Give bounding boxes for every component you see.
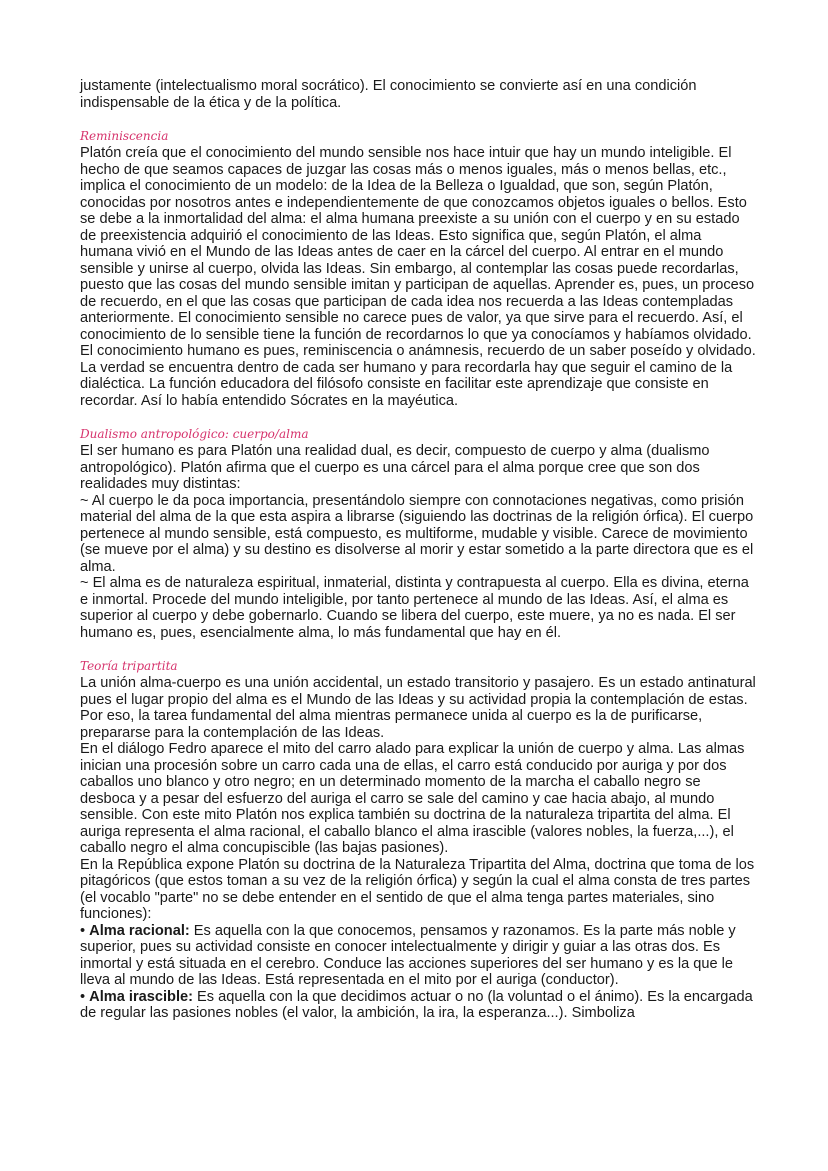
bullet-label: Alma racional: xyxy=(89,922,190,939)
paragraph: En el diálogo Fedro aparece el mito del carro alado para explicar la unión de cuerpo y alma. Las almas inician una procesión sobre un carro cada una de ellas, el carro está conducido por auriga y por dos caballos uno blanco y otro negro; en un determinado momento de la marcha el caballo negro se desboca y a pesar del esfuerzo del auriga el carro se sale del camino y cae hacia abajo, al mundo sensible. Con este mito Platón nos explica también su doctrina de la naturaleza tripartita del alma. El auriga representa el alma racional, el caballo blanco el alma irascible (valores nobles, la fuerza,...), el caballo negro el alma concupiscible (las bajas pasiones). xyxy=(80,741,745,856)
paragraph: Platón creía que el conocimiento del mundo sensible nos hace intuir que hay un mundo inteligible. El hecho de que seamos capaces de juzgar las cosas más o menos iguales, más o menos bellas, etc., implica el conocimiento de un modelo: de la Idea de la Belleza o Igualdad, que son, según Platón, conocidas por nosotros antes e independientemente de que conozcamos objetos iguales o bellos. Esto se debe a la inmortalidad del alma: el alma humana preexiste a su unión con el cuerpo y en su estado de preexistencia adquirió el conocimiento de las Ideas. Esto significa que, según Platón, el alma humana vivió en el Mundo de las Ideas antes de caer en la cárcel del cuerpo. Al entrar en el mundo sensible y unirse al cuerpo, olvida las Ideas. Sin embargo, al contemplar las cosas puede recordarlas, puesto que las cosas del mundo sensible imitan y participan de aquellas. Aprender es, pues, un proceso de recuerdo, en el que las cosas que participan de cada idea nos recuerda a las Ideas contempladas anteriormente. El conocimiento sensible no carece pues de valor, ya que sirve para el recuerdo. Así, el conocimiento de lo sensible tiene la función de recordarnos lo que ya conocíamos y habíamos olvidado. El conocimiento humano es pues, reminiscencia o anámnesis, recuerdo de un saber poseído y olvidado. xyxy=(80,145,756,359)
intro-paragraph: justamente (intelectualismo moral socrático). El conocimiento se convierte así en una condición indispensable de la ética y de la política. xyxy=(80,78,697,111)
bullet-text: Es aquella con la que conocemos, pensamos y razonamos. Es la parte más noble y superior, pues su actividad consiste en conocer intelectualmente y dirigir y guiar a las otras dos. Es inmortal y está situada en el cerebro. Conduce las acciones superiores del ser humano y es la que le lleva al mundo de las Ideas. Está representada en el mito por el auriga (conductor). xyxy=(80,922,736,988)
bullet-item xyxy=(80,923,756,989)
section-heading-reminiscencia: Reminiscencia xyxy=(80,129,169,143)
paragraph: La verdad se encuentra dentro de cada ser humano y para recordarla hay que seguir el camino de la dialéctica. La función educadora del filósofo consiste en facilitar este aprendizaje que consiste en recordar. Así lo había entendido Sócrates en la mayéutica. xyxy=(80,359,733,409)
paragraph: ~ El alma es de naturaleza espiritual, inmaterial, distinta y contrapuesta al cuerpo. Ella es divina, eterna e inmortal. Procede del mundo inteligible, por tanto pertenece al mundo de las Ideas. Así, el alma es superior al cuerpo y debe gobernarlo. Cuando se libera del cuerpo, este muere, ya no es nada. El ser humano es, pues, esencialmente alma, lo más fundamental que hay en él. xyxy=(80,575,749,641)
paragraph: La unión alma-cuerpo es una unión accidental, un estado transitorio y pasajero. Es un estado antinatural pues el lugar propio del alma es el Mundo de las Ideas y su actividad propia la contemplación de estas. Por eso, la tarea fundamental del alma mientras permanece unida al cuerpo es la de purificarse, prepararse para la contemplación de las Ideas. xyxy=(80,675,756,741)
paragraph: ~ Al cuerpo le da poca importancia, presentándolo siempre con connotaciones negativas, como prisión material del alma de la que esta aspira a librarse (siguiendo las doctrinas de la religión órfica). El cuerpo pertenece al mundo sensible, está compuesto, es multiforme, mudable y visible. Carece de movimiento (se mueve por el alma) y su destino es disolverse al morir y estar sometido a la parte directora que es el alma. xyxy=(80,492,754,575)
bullet-marker: • xyxy=(80,922,90,939)
document-page xyxy=(80,78,756,1022)
paragraph: El ser humano es para Platón una realidad dual, es decir, compuesto de cuerpo y alma (dualismo antropológico). Platón afirma que el cuerpo es una cárcel para el alma porque cree que son dos realidades muy distintas: xyxy=(80,443,710,492)
section-heading-dualismo: Dualismo antropológico: cuerpo/alma xyxy=(80,427,309,441)
paragraph: En la República expone Platón su doctrina de la Naturaleza Tripartita del Alma, doctrina que toma de los pitagóricos (que estos toman a su vez de la religión órfica) y según la cual el alma consta de tres partes (el vocablo "parte" no se debe entender en el sentido de que el alma tenga partes materiales, sino funciones): xyxy=(80,856,755,922)
bullet-text: Es aquella con la que decidimos actuar o no (la voluntad o el ánimo). Es la encargada de regular las pasiones nobles (el valor, la ambición, la ira, la esperanza...). Simboliza xyxy=(80,988,753,1021)
bullet-item xyxy=(80,989,756,1022)
bullet-marker: • xyxy=(80,988,90,1005)
bullet-label: Alma irascible: xyxy=(89,988,193,1005)
section-heading-tripartita: Teoría tripartita xyxy=(80,659,178,673)
